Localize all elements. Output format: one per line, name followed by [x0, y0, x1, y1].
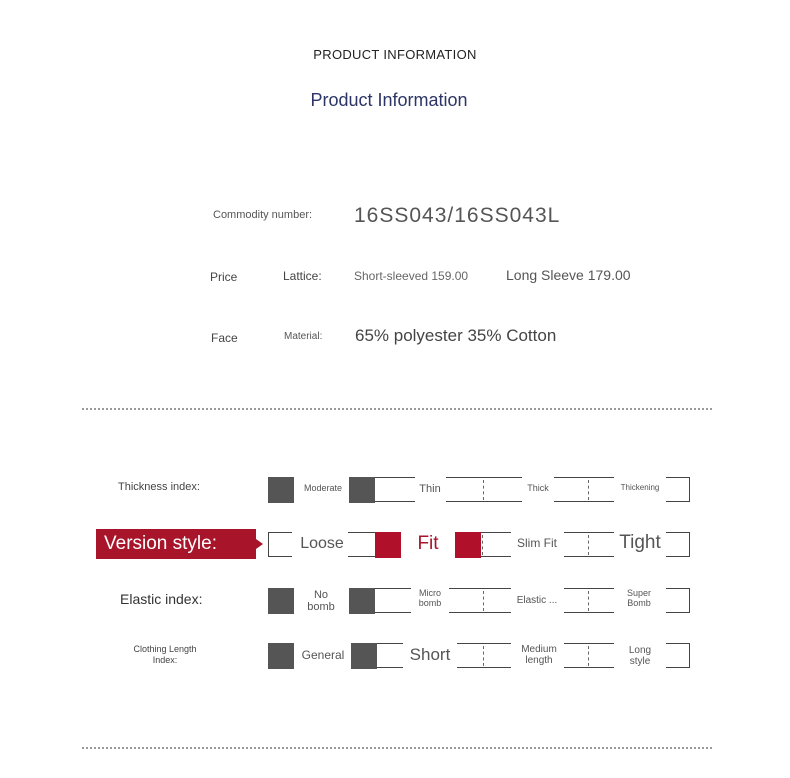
price-label: Price: [210, 270, 238, 284]
page-title: PRODUCT INFORMATION: [313, 47, 477, 62]
version-tick: [482, 535, 483, 555]
material-value: 65% polyester 35% Cotton: [355, 326, 557, 345]
commodity-value: 16SS043/16SS043L: [354, 204, 561, 227]
thickness-option-thin: Thin: [419, 483, 441, 495]
length-track: [377, 643, 403, 668]
version-option-tight: Tight: [619, 532, 661, 553]
version-tick: [588, 535, 589, 555]
elastic-tick: [588, 591, 589, 611]
length-end: [666, 643, 690, 668]
commodity-label: Commodity number:: [213, 209, 313, 221]
version-end: [666, 532, 690, 557]
elastic-marker-micro: [349, 588, 375, 614]
length-option-general: General: [301, 648, 345, 662]
elastic-option-no-bomb: No bomb: [307, 589, 335, 614]
lattice-label: Lattice:: [283, 269, 322, 283]
thickness-end: [666, 477, 690, 502]
thickness-option-moderate: Moderate: [303, 483, 343, 493]
length-track: [457, 643, 511, 668]
length-marker-short: [351, 643, 377, 669]
page-subtitle: Product Information: [310, 90, 468, 110]
length-tick: [483, 646, 484, 666]
thickness-option-thickening: Thickening: [620, 483, 660, 492]
thickness-marker-thin: [349, 477, 375, 503]
length-tick: [588, 646, 589, 666]
version-marker-slim: [455, 532, 481, 558]
thickness-label: Thickness index:: [118, 481, 200, 493]
thickness-tick: [483, 480, 484, 500]
thickness-track: [446, 477, 522, 502]
elastic-track: [564, 588, 614, 613]
version-start: [268, 532, 292, 557]
face-label: Face: [211, 331, 238, 345]
material-label: Material:: [284, 331, 323, 342]
divider-bottom: [82, 747, 712, 749]
length-option-short: Short: [409, 645, 451, 664]
elastic-option-micro-bomb: Micro bomb: [418, 588, 442, 608]
elastic-track: [375, 588, 411, 613]
divider-top: [82, 408, 712, 410]
version-option-slim-fit: Slim Fit: [517, 536, 557, 550]
elastic-end: [666, 588, 690, 613]
version-track: [564, 532, 614, 557]
elastic-option-super-bomb: Super Bomb: [626, 588, 652, 608]
length-marker-general: [268, 643, 294, 669]
thickness-option-thick: Thick: [527, 483, 549, 493]
length-label: Clothing Length Index:: [133, 644, 197, 665]
elastic-track: [449, 588, 511, 613]
thickness-marker-moderate: [268, 477, 294, 503]
short-sleeve-price: Short-sleeved 159.00: [354, 269, 469, 283]
version-option-fit: Fit: [417, 533, 439, 554]
thickness-track: [375, 477, 415, 502]
version-arrow-icon: [256, 539, 263, 549]
version-marker-fit: [375, 532, 401, 558]
thickness-track: [554, 477, 614, 502]
length-option-medium: Medium length: [521, 644, 557, 666]
version-track: [481, 532, 511, 557]
elastic-option-elastic: Elastic ...: [516, 595, 558, 606]
elastic-marker-no-bomb: [268, 588, 294, 614]
thickness-tick: [588, 480, 589, 500]
length-track: [564, 643, 614, 668]
version-style-tag: Version style:: [96, 529, 256, 559]
long-sleeve-price: Long Sleeve 179.00: [506, 267, 631, 283]
version-option-loose: Loose: [300, 535, 344, 552]
elastic-tick: [483, 591, 484, 611]
length-option-long: Long style: [628, 645, 652, 667]
elastic-label: Elastic index:: [120, 591, 203, 607]
version-track: [348, 532, 376, 557]
